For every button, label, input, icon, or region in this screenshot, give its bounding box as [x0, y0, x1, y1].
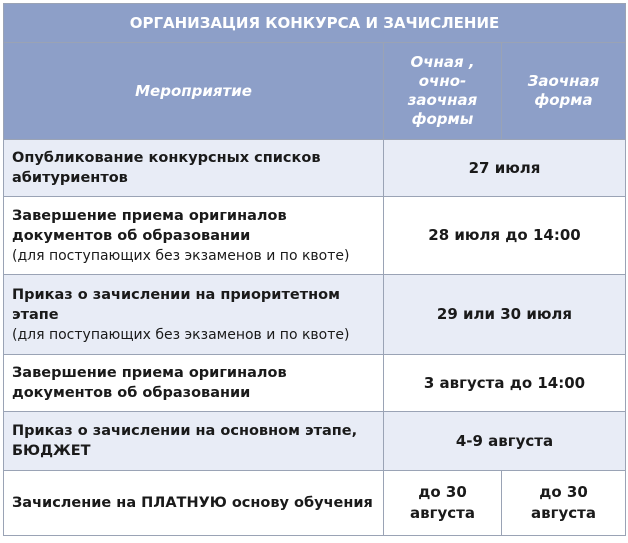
table-row	[4, 471, 626, 536]
row-date: 29 или 30 июля	[384, 275, 626, 355]
event-text: Зачисление на ПЛАТНУЮ основу обучения	[12, 495, 373, 511]
header-extramural-line: Заочная	[527, 72, 600, 90]
table-row	[4, 275, 626, 355]
date-line: до 30	[539, 483, 588, 501]
header-fulltime	[384, 43, 502, 140]
header-fulltime-line: заочная	[407, 91, 478, 109]
table-row	[4, 140, 626, 197]
row-date: 27 июля	[384, 140, 626, 197]
event-text: Приказ о зачислении на приоритетном этапе	[12, 286, 340, 323]
header-fulltime-line: очно-	[418, 72, 467, 90]
row-event	[4, 412, 384, 471]
row-date: 28 июля до 14:00	[384, 197, 626, 275]
row-event	[4, 140, 384, 197]
header-extramural-line: форма	[534, 91, 593, 109]
event-text: Завершение приема оригиналов документов об образовании	[12, 207, 287, 244]
row-event	[4, 275, 384, 355]
row-event	[4, 355, 384, 412]
date-line: до 30	[418, 483, 467, 501]
row-event	[4, 197, 384, 275]
header-fulltime-line: Очная ,	[410, 53, 475, 71]
table-row	[4, 197, 626, 275]
table-row	[4, 412, 626, 471]
date-line: августа	[531, 504, 596, 522]
event-note: (для поступающих без экзаменов и по квоте)	[12, 247, 350, 264]
date-line: августа	[410, 504, 475, 522]
event-text: Завершение приема оригиналов документов об образовании	[12, 365, 287, 401]
row-date-extramural	[502, 471, 626, 536]
row-date: 4-9 августа	[384, 412, 626, 471]
event-note: (для поступающих без экзаменов и по квоте)	[12, 326, 350, 343]
event-text: Приказ о зачислении на основном этапе, БЮДЖЕТ	[12, 423, 358, 459]
admission-schedule-table	[3, 3, 626, 536]
row-date-fulltime	[384, 471, 502, 536]
table-row	[4, 355, 626, 412]
row-event	[4, 471, 384, 536]
table-title: ОРГАНИЗАЦИЯ КОНКУРСА И ЗАЧИСЛЕНИЕ	[4, 4, 626, 43]
header-extramural	[502, 43, 626, 140]
row-date: 3 августа до 14:00	[384, 355, 626, 412]
header-fulltime-line: формы	[411, 110, 474, 128]
event-text: Опубликование конкурсных списков абитуриентов	[12, 150, 321, 186]
header-event: Мероприятие	[4, 43, 384, 140]
